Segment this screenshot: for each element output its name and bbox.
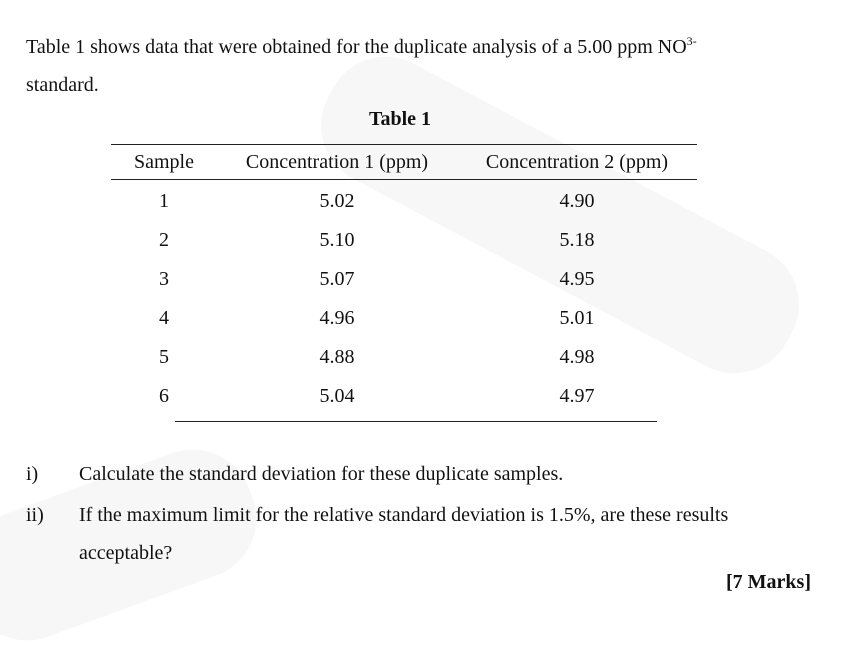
table-row [111, 299, 697, 338]
cell-concentration-1: 4.88 [319, 346, 355, 368]
table-row [111, 180, 697, 222]
header-concentration-2: Concentration 2 (ppm) [457, 145, 697, 180]
cell-concentration-2: 4.95 [559, 268, 595, 290]
cell-concentration-2: 5.01 [559, 307, 595, 329]
cell-concentration-1: 5.07 [319, 268, 355, 290]
table-row [111, 377, 697, 416]
cell-sample: 4 [159, 307, 169, 329]
question-text: If the maximum limit for the relative standard deviation is 1.5%, are these results acceptable? [79, 504, 729, 564]
question-number: ii) [26, 504, 44, 526]
intro-text-end: standard. [26, 74, 99, 96]
cell-concentration-2: 4.98 [559, 346, 595, 368]
cell-sample: 2 [159, 229, 169, 251]
question-number: i) [26, 463, 39, 485]
cell-concentration-1: 5.10 [319, 229, 355, 251]
cell-concentration-1: 5.04 [319, 385, 355, 407]
cell-sample: 6 [159, 385, 169, 407]
header-sample: Sample [111, 145, 217, 180]
data-table [111, 144, 697, 416]
cell-sample: 1 [159, 190, 169, 212]
intro-paragraph [26, 28, 826, 104]
table-row [111, 221, 697, 260]
table-bottom-rule [175, 421, 657, 422]
intro-superscript: 3- [686, 34, 697, 48]
cell-concentration-1: 5.02 [319, 190, 355, 212]
cell-sample: 3 [159, 268, 169, 290]
table-header-row [111, 145, 697, 180]
cell-concentration-1: 4.96 [319, 307, 355, 329]
table-caption: Table 1 [368, 108, 432, 130]
table-row [111, 260, 697, 299]
cell-concentration-2: 5.18 [559, 229, 595, 251]
cell-sample: 5 [159, 346, 169, 368]
table-row [111, 338, 697, 377]
cell-concentration-2: 4.97 [559, 385, 595, 407]
marks-label: [7 Marks] [726, 571, 811, 593]
intro-text: Table 1 shows data that were obtained for the duplicate analysis of a 5.00 ppm NO [26, 36, 687, 58]
header-concentration-1: Concentration 1 (ppm) [217, 145, 457, 180]
question-text: Calculate the standard deviation for these duplicate samples. [79, 463, 564, 485]
cell-concentration-2: 4.90 [559, 190, 595, 212]
